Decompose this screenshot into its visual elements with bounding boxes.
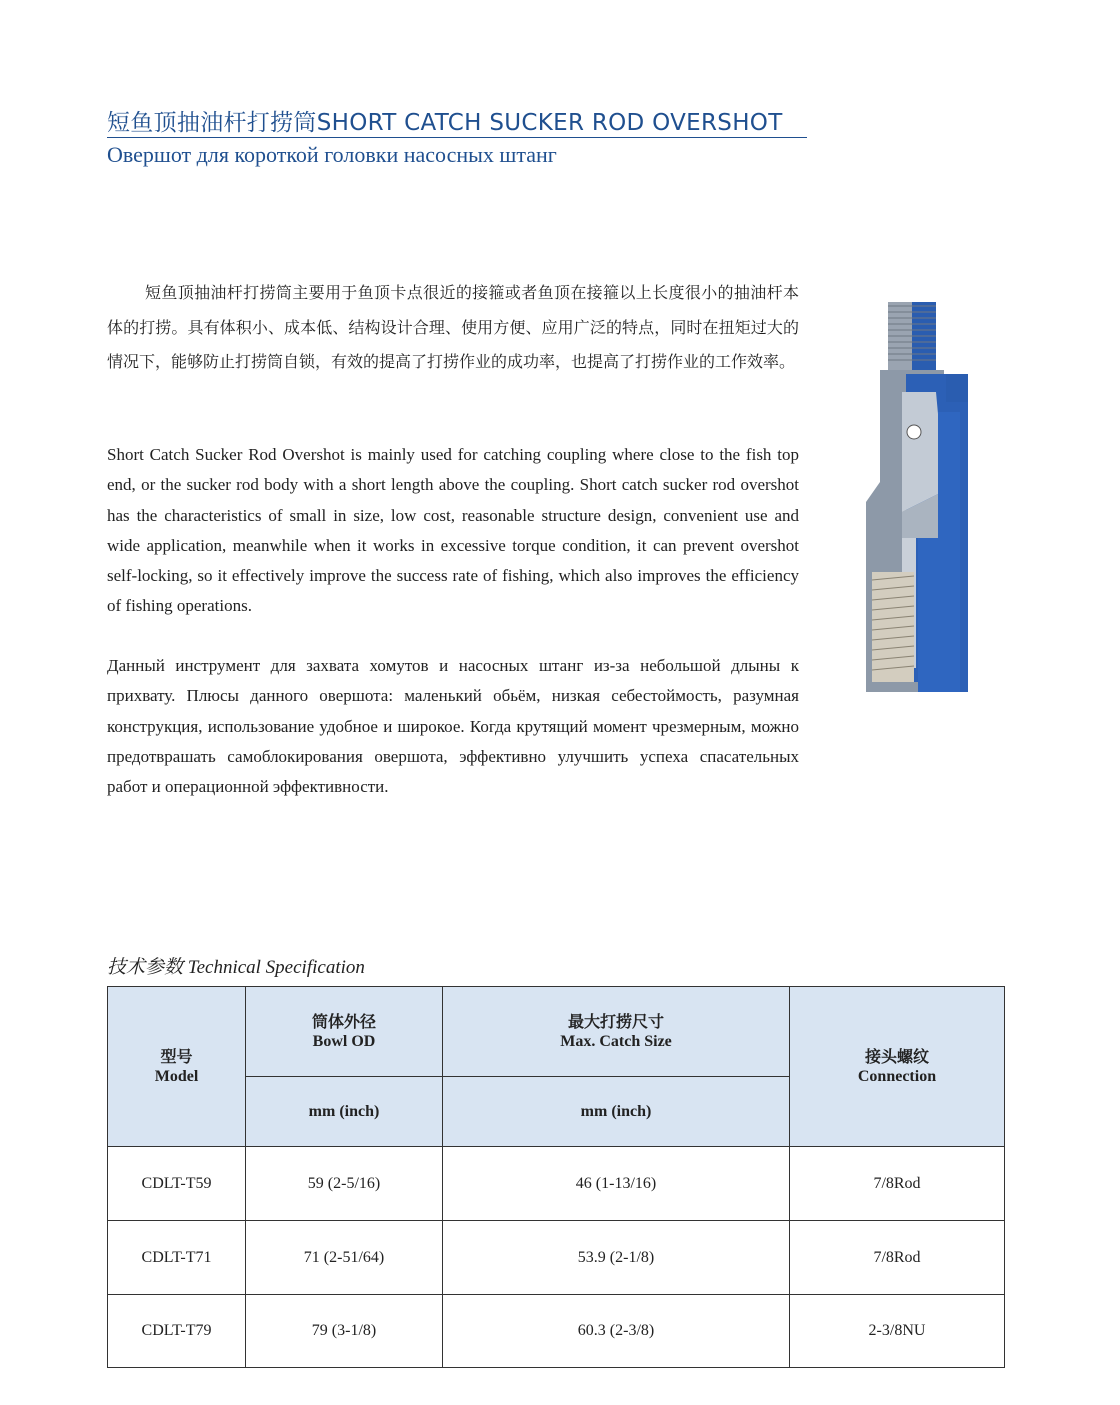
cell-max-catch: 53.9 (2-1/8) [443,1221,790,1295]
title-divider [107,137,807,138]
table-row [108,1295,1005,1368]
description-ru: Данный инструмент для захвата хомутов и насосных штанг из-за небольшой длыны к прихвату. Плюсы данного овершота: маленький обьём, низкая себестоймость, разумная конструкция, использование удобное и широкое. Когда крутящий момент чрезмерным, можно предотврашать самоблокирования овершота, эффективно улучшить успеха спасательных работ и операционной эффективности. [107,656,799,797]
table-row [108,1147,1005,1221]
header-catch-zh: 最大打捞尺寸 [567,1011,664,1031]
cell-bowl-od: 59 (2-5/16) [246,1147,443,1221]
cell-connection: 7/8Rod [790,1221,1005,1295]
spec-table [107,986,1005,1368]
header-model-zh: 型号 [160,1046,193,1066]
header-conn-zh: 接头螺纹 [864,1046,929,1066]
header-bowl-unit: mm (inch) [246,1077,443,1147]
header-max-catch [443,987,790,1077]
overshot-cutaway-image [866,302,968,692]
cell-bowl-od: 79 (3-1/8) [246,1295,443,1368]
header-catch-en: Max. Catch Size [560,1032,672,1050]
header-bowl-zh: 筒体外径 [311,1011,376,1031]
header-catch-unit: mm (inch) [443,1077,790,1147]
header-conn-en: Connection [857,1067,937,1085]
header-model [108,987,246,1147]
spec-section-title: 技术参数 Technical Specification [107,957,365,978]
cell-bowl-od: 71 (2-51/64) [246,1221,443,1295]
header-bowl-od [246,987,443,1077]
cell-connection: 2-3/8NU [790,1295,1005,1368]
cell-connection: 7/8Rod [790,1147,1005,1221]
header-connection [790,987,1005,1147]
cell-model: CDLT-T71 [108,1221,246,1295]
cell-max-catch: 60.3 (2-3/8) [443,1295,790,1368]
description-zh: 短鱼顶抽油杆打捞筒主要用于鱼顶卡点很近的接箍或者鱼顶在接箍以上长度很小的抽油杆本体的打捞。具有体积小、成本低、结构设计合理、使用方便、应用广泛的特点，同时在扭矩过大的情况下，能够防止打捞筒自锁，有效的提高了打捞作业的成功率，也提高了打捞作业的工作效率。 [107,283,799,371]
page-subtitle-ru: Овершот для короткой головки насосных штанг [107,142,557,167]
table-row [108,1221,1005,1295]
header-bowl-en: Bowl OD [312,1032,376,1050]
description-en: Short Catch Sucker Rod Overshot is mainly used for catching coupling where close to the fish top end, or the sucker rod body with a short length above the coupling. Short catch sucker rod overshot has the characteristics of small in size, low cost, reasonable structure design, convenient use and wide application, meanwhile when it works in excessive torque condition, it can prevent overshot self-locking, so it effectively improve the success rate of fishing, which also improves the efficiency of fishing operations. [107,445,799,616]
page-title: 短鱼顶抽油杆打捞筒SHORT CATCH SUCKER ROD OVERSHOT [107,110,783,136]
cell-model: CDLT-T79 [108,1295,246,1368]
header-model-en: Model [154,1067,199,1085]
cell-model: CDLT-T59 [108,1147,246,1221]
cell-max-catch: 46 (1-13/16) [443,1147,790,1221]
